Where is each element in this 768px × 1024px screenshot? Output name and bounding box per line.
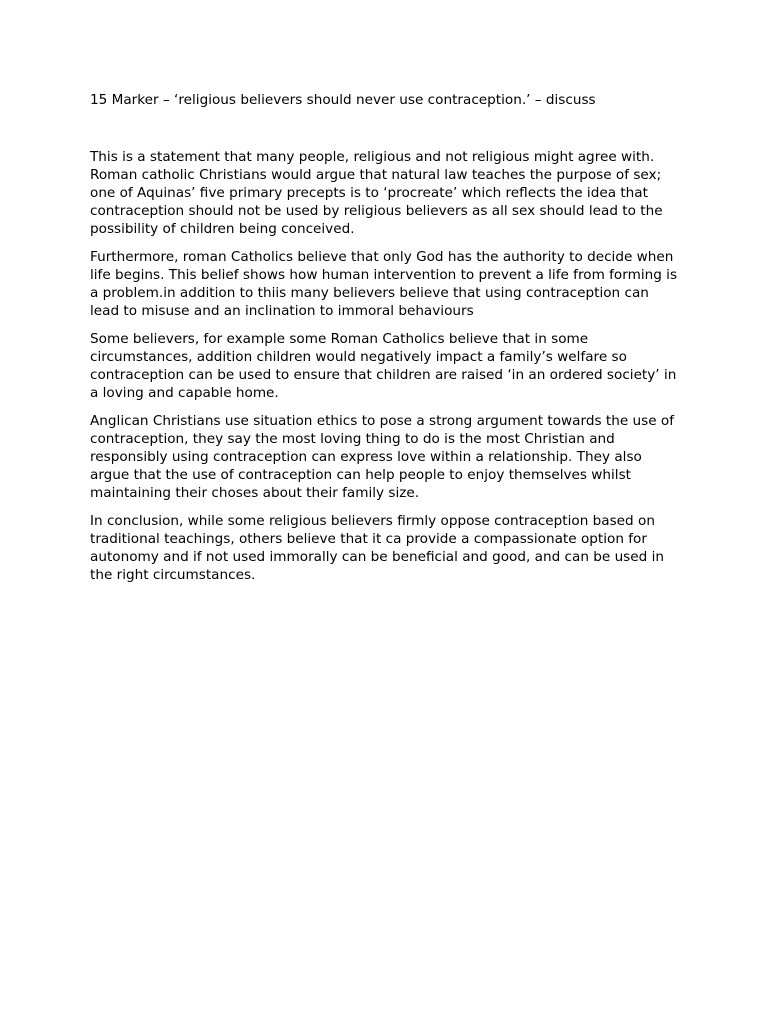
paragraph-situation-ethics: Anglican Christians use situation ethics to pose a strong argument towards the use of contraception, they say the most loving thing to do is the most Christian and responsibly using contraception can express love within a relationship. They also argue that the use of contraception can help people to enjoy themselves whilst maintaining their choses about their family size.: [90, 413, 674, 501]
document-body: [90, 148, 682, 594]
paragraph-intro: This is a statement that many people, religious and not religious might agree with. Roman catholic Christians would argue that natural law teaches the purpose of sex; one of Aquinas’ five primary precepts is to ‘procreate’ which reflects the idea that contraception should not be used by religious believers as all sex should lead to the possibility of children being conceived.: [90, 149, 663, 237]
paragraph-conclusion: In conclusion, while some religious believers firmly oppose contraception based on traditional teachings, others believe that it ca provide a compassionate option for autonomy and if not used immorally can be beneficial and good, and can be used in the right circumstances.: [90, 513, 664, 583]
paragraph-circumstances: Some believers, for example some Roman Catholics believe that in some circumstances, addition children would negatively impact a family’s welfare so contraception can be used to ensure that children are raised ‘in an ordered society’ in a loving and capable home.: [90, 331, 677, 401]
document-title: 15 Marker – ‘religious believers should never use contraception.’ – discuss: [90, 92, 596, 108]
paragraph-authority: Furthermore, roman Catholics believe that only God has the authority to decide when life begins. This belief shows how human intervention to prevent a life from forming is a problem.in addition to thiis many believers believe that using contraception can lead to misuse and an inclination to immoral behaviours: [90, 249, 678, 319]
